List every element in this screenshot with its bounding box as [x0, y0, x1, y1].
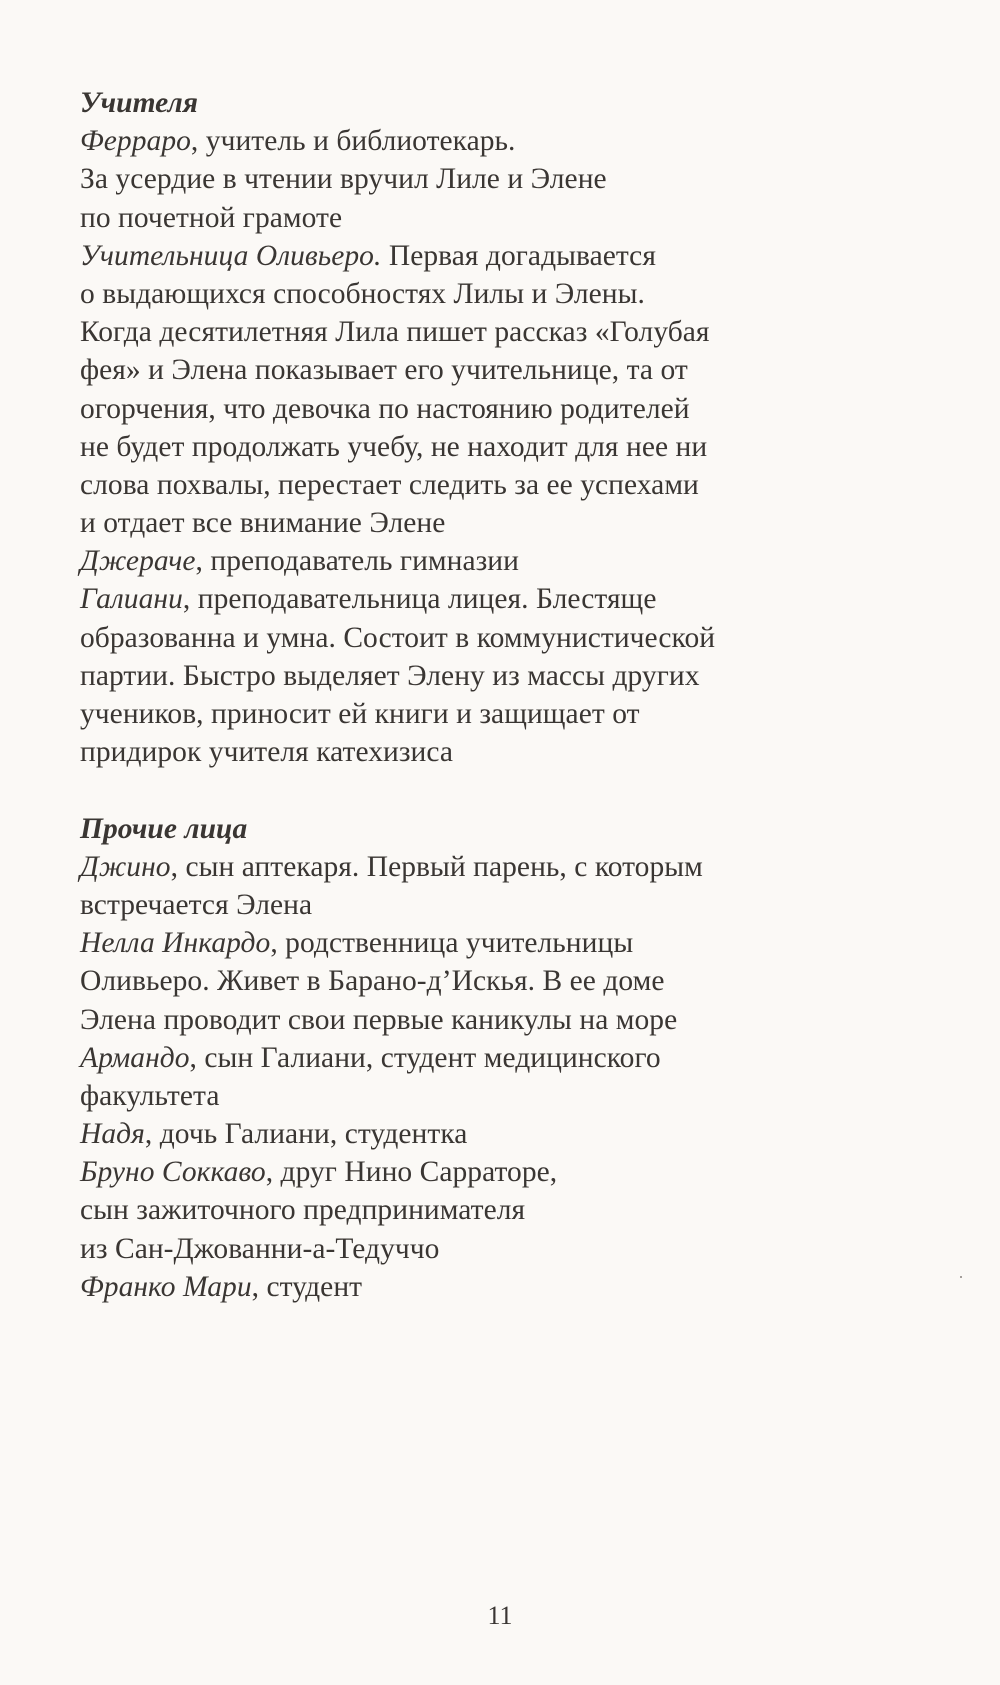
- entry-oliviero-line: фея» и Элена показывает его учительнице, та от: [80, 354, 688, 387]
- entry-text: , друг Нино Сарраторе,: [265, 1156, 558, 1189]
- entry-galiani: [80, 580, 960, 618]
- entry-oliviero-line: и отдает все внимание Элене: [80, 507, 446, 540]
- entry-armando: [80, 1039, 960, 1077]
- entry-oliviero-line: Когда десятилетняя Лила пишет рассказ «Голубая: [80, 316, 710, 349]
- section-heading-others: Прочие лица: [80, 812, 248, 845]
- entry-text: , учитель и библиотекарь.: [190, 125, 516, 158]
- entry-franco: [80, 1268, 960, 1306]
- section-heading-teachers: Учителя: [80, 87, 199, 119]
- entry-galiani-line: партии. Быстро выделяет Элену из массы других: [80, 659, 700, 692]
- paper-speck: [960, 1276, 962, 1278]
- entry-text: , студент: [251, 1270, 363, 1303]
- entry-ferraro-line: по почетной грамоте: [80, 201, 343, 234]
- page-text-block: [80, 84, 960, 1306]
- entry-oliviero-line: не будет продолжать учебу, не находит для нее ни: [80, 430, 708, 463]
- entry-galiani-line: образованна и умна. Состоит в коммунистической: [80, 621, 716, 654]
- entry-name: Джераче: [80, 545, 196, 578]
- entry-oliviero-line: о выдающихся способностях Лилы и Элены.: [80, 277, 645, 310]
- entry-name: Бруно Соккаво: [80, 1156, 266, 1189]
- entry-gerace: [80, 542, 960, 580]
- entry-galiani-line: учеников, приносит ей книги и защищает от: [80, 698, 640, 730]
- entry-name: Джино: [80, 850, 171, 883]
- entry-ferraro-line: За усердие в чтении вручил Лиле и Элене: [80, 163, 607, 196]
- entry-armando-line: факультета: [80, 1079, 220, 1112]
- entry-gino-line: встречается Элена: [80, 888, 313, 921]
- entry-oliviero: [80, 237, 960, 275]
- entry-bruno-line: из Сан-Джованни-а-Тедуччо: [80, 1232, 440, 1265]
- entry-name: Феррарo: [80, 125, 191, 158]
- entry-name: Нелла Инкардо: [80, 927, 271, 960]
- entry-ferraro: [80, 122, 960, 160]
- entry-oliviero-line: слова похвалы, перестает следить за ее успехами: [80, 468, 699, 501]
- entry-oliviero-line: огорчения, что девочка по настоянию родителей: [80, 392, 690, 425]
- entry-name: Надя: [80, 1118, 145, 1151]
- entry-nella-line: Оливьеро. Живет в Барано-д’Искья. В ее доме: [80, 965, 665, 998]
- entry-galiani-line: придирок учителя катехизиса: [80, 736, 454, 769]
- entry-nella: [80, 924, 960, 962]
- entry-nadia: [80, 1115, 960, 1153]
- entry-name: Франко Мари: [80, 1270, 252, 1303]
- entry-bruno: [80, 1153, 960, 1191]
- entry-bruno-line: сын зажиточного предпринимателя: [80, 1194, 526, 1227]
- entry-text: , дочь Галиани, студентка: [144, 1118, 468, 1151]
- entry-text: Первая догадывается: [381, 239, 656, 272]
- entry-text: , родственница учительницы: [270, 927, 634, 960]
- entry-name: Галиани: [80, 583, 183, 616]
- entry-gino: [80, 848, 960, 886]
- entry-text: , преподаватель гимназии: [195, 545, 519, 578]
- page-number: 11: [487, 1601, 513, 1630]
- entry-text: , сын аптекаря. Первый парень, с которым: [170, 850, 703, 883]
- entry-text: , сын Галиани, студент медицинского: [189, 1041, 661, 1074]
- entry-nella-line: Элена проводит свои первые каникулы на море: [80, 1003, 678, 1036]
- entry-name: Учительница Оливьеро.: [80, 239, 382, 272]
- entry-text: , преподавательница лицея. Блестяще: [182, 583, 657, 616]
- entry-name: Армандо: [80, 1041, 190, 1074]
- section-spacer: [80, 771, 960, 809]
